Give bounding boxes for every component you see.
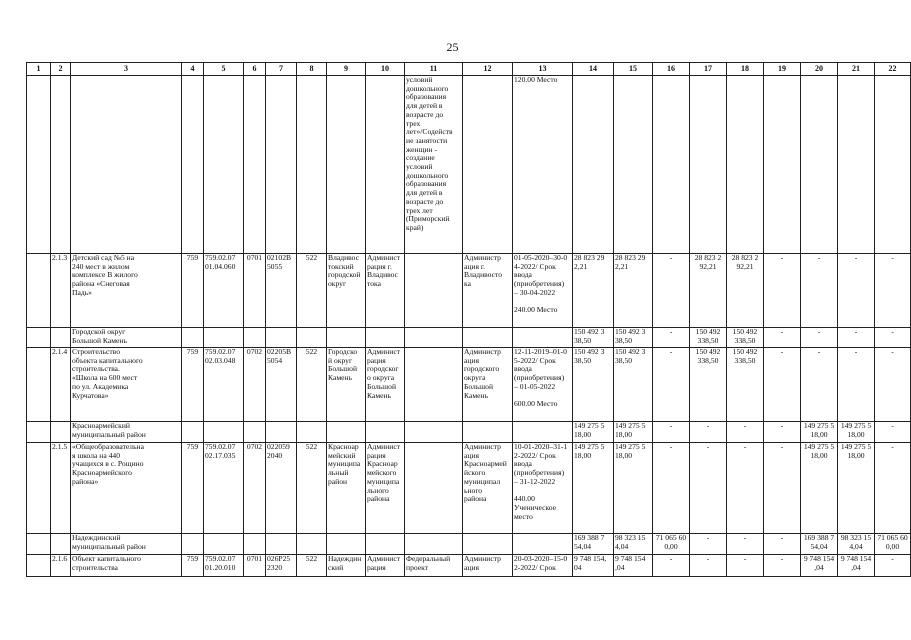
table-cell xyxy=(27,328,51,348)
table-cell: 02102В 5055 xyxy=(266,254,297,328)
table-cell xyxy=(297,328,327,348)
table-cell: 120.00 Место xyxy=(513,76,573,254)
table-cell: - xyxy=(764,534,801,555)
table-cell xyxy=(297,534,327,555)
table-cell: Детский сад №5 на 240 мест в жилом комплексе В жилого района «Снеговая Падь» xyxy=(71,254,182,328)
table-row xyxy=(27,254,911,328)
table-cell: 28 823 2 92,21 xyxy=(690,254,727,328)
table-cell: Федеральный проект xyxy=(405,555,463,577)
table-cell: 759.02.07 02.17.035 xyxy=(204,443,244,534)
table-cell: 28 823 2 92,21 xyxy=(727,254,764,328)
table-cell: 20-03-2020–15-0 2-2022/ Срок xyxy=(513,555,573,577)
table-cell: - xyxy=(690,443,727,534)
table-cell: 2.1.5 xyxy=(51,443,71,534)
table-cell xyxy=(27,254,51,328)
table-row xyxy=(27,348,911,422)
table-cell xyxy=(27,534,51,555)
table-cell: 150 492 338,50 xyxy=(690,348,727,422)
table-cell: - xyxy=(838,254,875,328)
table-cell: 2.1.4 xyxy=(51,348,71,422)
table-cell xyxy=(366,534,405,555)
table-row xyxy=(27,328,911,348)
table-cell: - xyxy=(653,443,690,534)
column-header: 22 xyxy=(875,63,911,76)
table-cell xyxy=(244,328,266,348)
table-cell xyxy=(513,422,573,443)
column-header: 7 xyxy=(266,63,297,76)
table-cell: - xyxy=(727,443,764,534)
table-cell xyxy=(27,76,51,254)
table-cell xyxy=(513,534,573,555)
table-cell xyxy=(463,76,513,254)
table-cell xyxy=(653,76,690,254)
table-cell xyxy=(204,534,244,555)
table-cell xyxy=(801,76,838,254)
table-cell: Администр ация Красноармей йского муниципал ьного района xyxy=(463,443,513,534)
table-cell: Владивос токский городской округ xyxy=(327,254,366,328)
column-header: 19 xyxy=(764,63,801,76)
column-header: 12 xyxy=(463,63,513,76)
table-cell: 98 323 15 4,04 xyxy=(614,534,653,555)
table-cell xyxy=(51,76,71,254)
table-cell xyxy=(204,328,244,348)
table-cell: 9 748 154, 04 xyxy=(573,555,614,577)
table-cell: 522 xyxy=(297,443,327,534)
table-cell xyxy=(266,534,297,555)
table-cell: 9 748 154 ,04 xyxy=(838,555,875,577)
table-cell: 522 xyxy=(297,348,327,422)
column-header: 5 xyxy=(204,63,244,76)
table-cell: - xyxy=(875,254,911,328)
table-cell xyxy=(463,422,513,443)
table-cell: 759.02.07 01.20.010 xyxy=(204,555,244,577)
table-cell: 169 388 7 54,04 xyxy=(573,534,614,555)
table-cell: 02205В 5054 xyxy=(266,348,297,422)
column-header: 16 xyxy=(653,63,690,76)
table-cell xyxy=(366,328,405,348)
table-cell xyxy=(838,76,875,254)
table-cell: - xyxy=(875,348,911,422)
column-header: 10 xyxy=(366,63,405,76)
table-cell xyxy=(405,348,463,422)
table-cell xyxy=(327,534,366,555)
document-table-container xyxy=(26,62,908,640)
table-cell: 2.1.3 xyxy=(51,254,71,328)
table-cell xyxy=(182,76,204,254)
table-cell: 0702 xyxy=(244,348,266,422)
table-cell xyxy=(297,76,327,254)
table-cell: - xyxy=(690,534,727,555)
table-cell xyxy=(327,76,366,254)
column-header: 9 xyxy=(327,63,366,76)
table-header-row xyxy=(27,63,911,76)
table-cell: Строительство объекта капитального строительства. «Школа на 600 мест по ул. Академика Курчатова» xyxy=(71,348,182,422)
table-cell: 28 823 29 2,21 xyxy=(614,254,653,328)
table-cell xyxy=(405,328,463,348)
table-row xyxy=(27,534,911,555)
table-cell: Админист рация г. Владивос тока xyxy=(366,254,405,328)
table-cell xyxy=(297,422,327,443)
table-cell: 149 275 5 18,00 xyxy=(573,443,614,534)
column-header: 3 xyxy=(71,63,182,76)
table-cell: - xyxy=(801,254,838,328)
table-cell xyxy=(182,422,204,443)
table-cell: - xyxy=(764,348,801,422)
table-row xyxy=(27,76,911,254)
table-cell: Красноармейский муниципальный район xyxy=(71,422,182,443)
table-cell: 98 323 15 4,04 xyxy=(838,534,875,555)
table-cell: - xyxy=(838,348,875,422)
table-cell: - xyxy=(764,422,801,443)
column-header: 1 xyxy=(27,63,51,76)
table-cell: Городско й округ Большой Камень xyxy=(327,348,366,422)
table-cell: 522 xyxy=(297,555,327,577)
table-cell: Админист рация городског о округа Большой Камень xyxy=(366,348,405,422)
table-cell: 759 xyxy=(182,443,204,534)
table-cell: 149 275 5 18,00 xyxy=(614,422,653,443)
table-cell: - xyxy=(653,254,690,328)
table-cell: Надеждин ский xyxy=(327,555,366,577)
table-cell: - xyxy=(727,534,764,555)
table-cell: 0702 xyxy=(244,443,266,534)
table-cell: 2.1.6 xyxy=(51,555,71,577)
table-cell xyxy=(463,328,513,348)
table-cell xyxy=(327,328,366,348)
table-cell: 022059 2040 xyxy=(266,443,297,534)
table-cell xyxy=(875,76,911,254)
table-cell: 150 492 3 38,50 xyxy=(614,328,653,348)
column-header: 17 xyxy=(690,63,727,76)
table-cell: 149 275 5 18,00 xyxy=(838,443,875,534)
table-cell: Надеждинский муниципальный район xyxy=(71,534,182,555)
table-cell: 150 492 3 38,50 xyxy=(573,328,614,348)
table-cell: 0701 xyxy=(244,555,266,577)
table-cell: - xyxy=(875,555,911,577)
table-cell: 149 275 5 18,00 xyxy=(801,443,838,534)
table-cell xyxy=(513,328,573,348)
table-cell: - xyxy=(875,422,911,443)
table-cell xyxy=(573,76,614,254)
table-cell: 12-11-2019–01-0 5-2022/ Срок ввода (приобретения) – 01-05-2022 600.00 Место xyxy=(513,348,573,422)
table-cell: Администр ация xyxy=(463,555,513,577)
table-cell xyxy=(27,555,51,577)
table-cell xyxy=(51,422,71,443)
table-cell xyxy=(27,443,51,534)
table-cell: - xyxy=(764,328,801,348)
table-cell: Администр ация г. Владивосто ка xyxy=(463,254,513,328)
table-cell: 150 492 338,50 xyxy=(690,328,727,348)
column-header: 13 xyxy=(513,63,573,76)
table-cell: Администр ация городского округа Большой Камень xyxy=(463,348,513,422)
table-cell xyxy=(690,76,727,254)
table-cell: - xyxy=(690,422,727,443)
table-cell: условий дошкольного образования для детей в возрасте до трех лет»/Содейств ие занятости женщин - создание условий дошкольного образования для детей в возрасте до трех лет (Приморский край) xyxy=(405,76,463,254)
table-row xyxy=(27,422,911,443)
table-cell xyxy=(244,76,266,254)
table-row xyxy=(27,443,911,534)
table-cell: 759 xyxy=(182,348,204,422)
table-cell: 149 275 5 18,00 xyxy=(801,422,838,443)
page-number: 25 xyxy=(446,40,459,54)
table-cell: 759 xyxy=(182,555,204,577)
table-cell: 01-05-2020–30-0 4-2022/ Срок ввода (приобретения) – 30-04-2022 240.00 Место xyxy=(513,254,573,328)
table-cell xyxy=(266,76,297,254)
table-cell xyxy=(204,422,244,443)
table-cell: - xyxy=(764,443,801,534)
table-cell: - xyxy=(875,328,911,348)
table-cell: - xyxy=(727,555,764,577)
table-cell: 026Р25 2320 xyxy=(266,555,297,577)
table-cell: - xyxy=(838,328,875,348)
table-cell: 522 xyxy=(297,254,327,328)
table-cell xyxy=(405,254,463,328)
table-cell: Объект капитального строительства xyxy=(71,555,182,577)
table-cell: 150 492 338,50 xyxy=(727,348,764,422)
table-cell: 9 748 154 ,04 xyxy=(801,555,838,577)
table-cell: Городской округ Большой Камень xyxy=(71,328,182,348)
table-cell xyxy=(51,534,71,555)
table-cell: - xyxy=(653,328,690,348)
table-cell xyxy=(71,76,182,254)
table-cell xyxy=(727,76,764,254)
table-cell xyxy=(463,534,513,555)
table-cell xyxy=(266,328,297,348)
table-cell xyxy=(405,534,463,555)
table-cell: 150 492 3 38,50 xyxy=(573,348,614,422)
table-cell: 71 065 60 0,00 xyxy=(653,534,690,555)
table-cell: - xyxy=(875,443,911,534)
table-cell: 71 065 60 0,00 xyxy=(875,534,911,555)
table-cell: «Общеобразовательна я школа на 440 учащихся в с. Рощино Красноармейского района» xyxy=(71,443,182,534)
table-cell: - xyxy=(801,328,838,348)
table-cell: - xyxy=(801,348,838,422)
table-cell xyxy=(764,76,801,254)
table-cell xyxy=(182,328,204,348)
column-header: 20 xyxy=(801,63,838,76)
table-cell: 150 492 338,50 xyxy=(727,328,764,348)
table-cell xyxy=(27,348,51,422)
column-header: 18 xyxy=(727,63,764,76)
table-cell: 759.02.07 02.03.048 xyxy=(204,348,244,422)
table-cell xyxy=(266,422,297,443)
table-cell: 0701 xyxy=(244,254,266,328)
column-header: 15 xyxy=(614,63,653,76)
table-cell xyxy=(244,422,266,443)
table-cell: Красноар мейский муниципа льный район xyxy=(327,443,366,534)
table-cell: 149 275 5 18,00 xyxy=(614,443,653,534)
table-cell: 150 492 3 38,50 xyxy=(614,348,653,422)
table-cell xyxy=(204,76,244,254)
table-cell xyxy=(182,534,204,555)
table-cell xyxy=(366,422,405,443)
table-cell: - xyxy=(764,555,801,577)
column-header: 6 xyxy=(244,63,266,76)
table-cell: - xyxy=(653,422,690,443)
table-cell xyxy=(405,422,463,443)
budget-table xyxy=(26,62,911,577)
table-cell: - xyxy=(653,555,690,577)
table-cell xyxy=(51,328,71,348)
table-cell: 10-01-2020–31-1 2-2022/ Срок ввода (приобретения) – 31-12-2022 440.00 Ученическое место xyxy=(513,443,573,534)
table-cell: 759.02.07 01.04.060 xyxy=(204,254,244,328)
table-cell: - xyxy=(653,348,690,422)
table-row xyxy=(27,555,911,577)
column-header: 2 xyxy=(51,63,71,76)
table-cell: 149 275 5 18,00 xyxy=(573,422,614,443)
column-header: 14 xyxy=(573,63,614,76)
table-cell: 759 xyxy=(182,254,204,328)
table-cell xyxy=(405,443,463,534)
table-cell: 9 748 154 ,04 xyxy=(614,555,653,577)
table-cell xyxy=(614,76,653,254)
column-header: 11 xyxy=(405,63,463,76)
table-cell: - xyxy=(764,254,801,328)
table-cell: - xyxy=(690,555,727,577)
table-cell: Админист рация Красноар мейского муниципа льного района xyxy=(366,443,405,534)
column-header: 21 xyxy=(838,63,875,76)
table-cell: - xyxy=(727,422,764,443)
column-header: 8 xyxy=(297,63,327,76)
table-cell xyxy=(366,76,405,254)
table-cell xyxy=(327,422,366,443)
table-cell xyxy=(27,422,51,443)
table-cell: Админист рация xyxy=(366,555,405,577)
table-cell xyxy=(244,534,266,555)
table-cell: 169 388 7 54,04 xyxy=(801,534,838,555)
column-header: 4 xyxy=(182,63,204,76)
table-cell: 28 823 29 2,21 xyxy=(573,254,614,328)
table-cell: 149 275 5 18,00 xyxy=(838,422,875,443)
